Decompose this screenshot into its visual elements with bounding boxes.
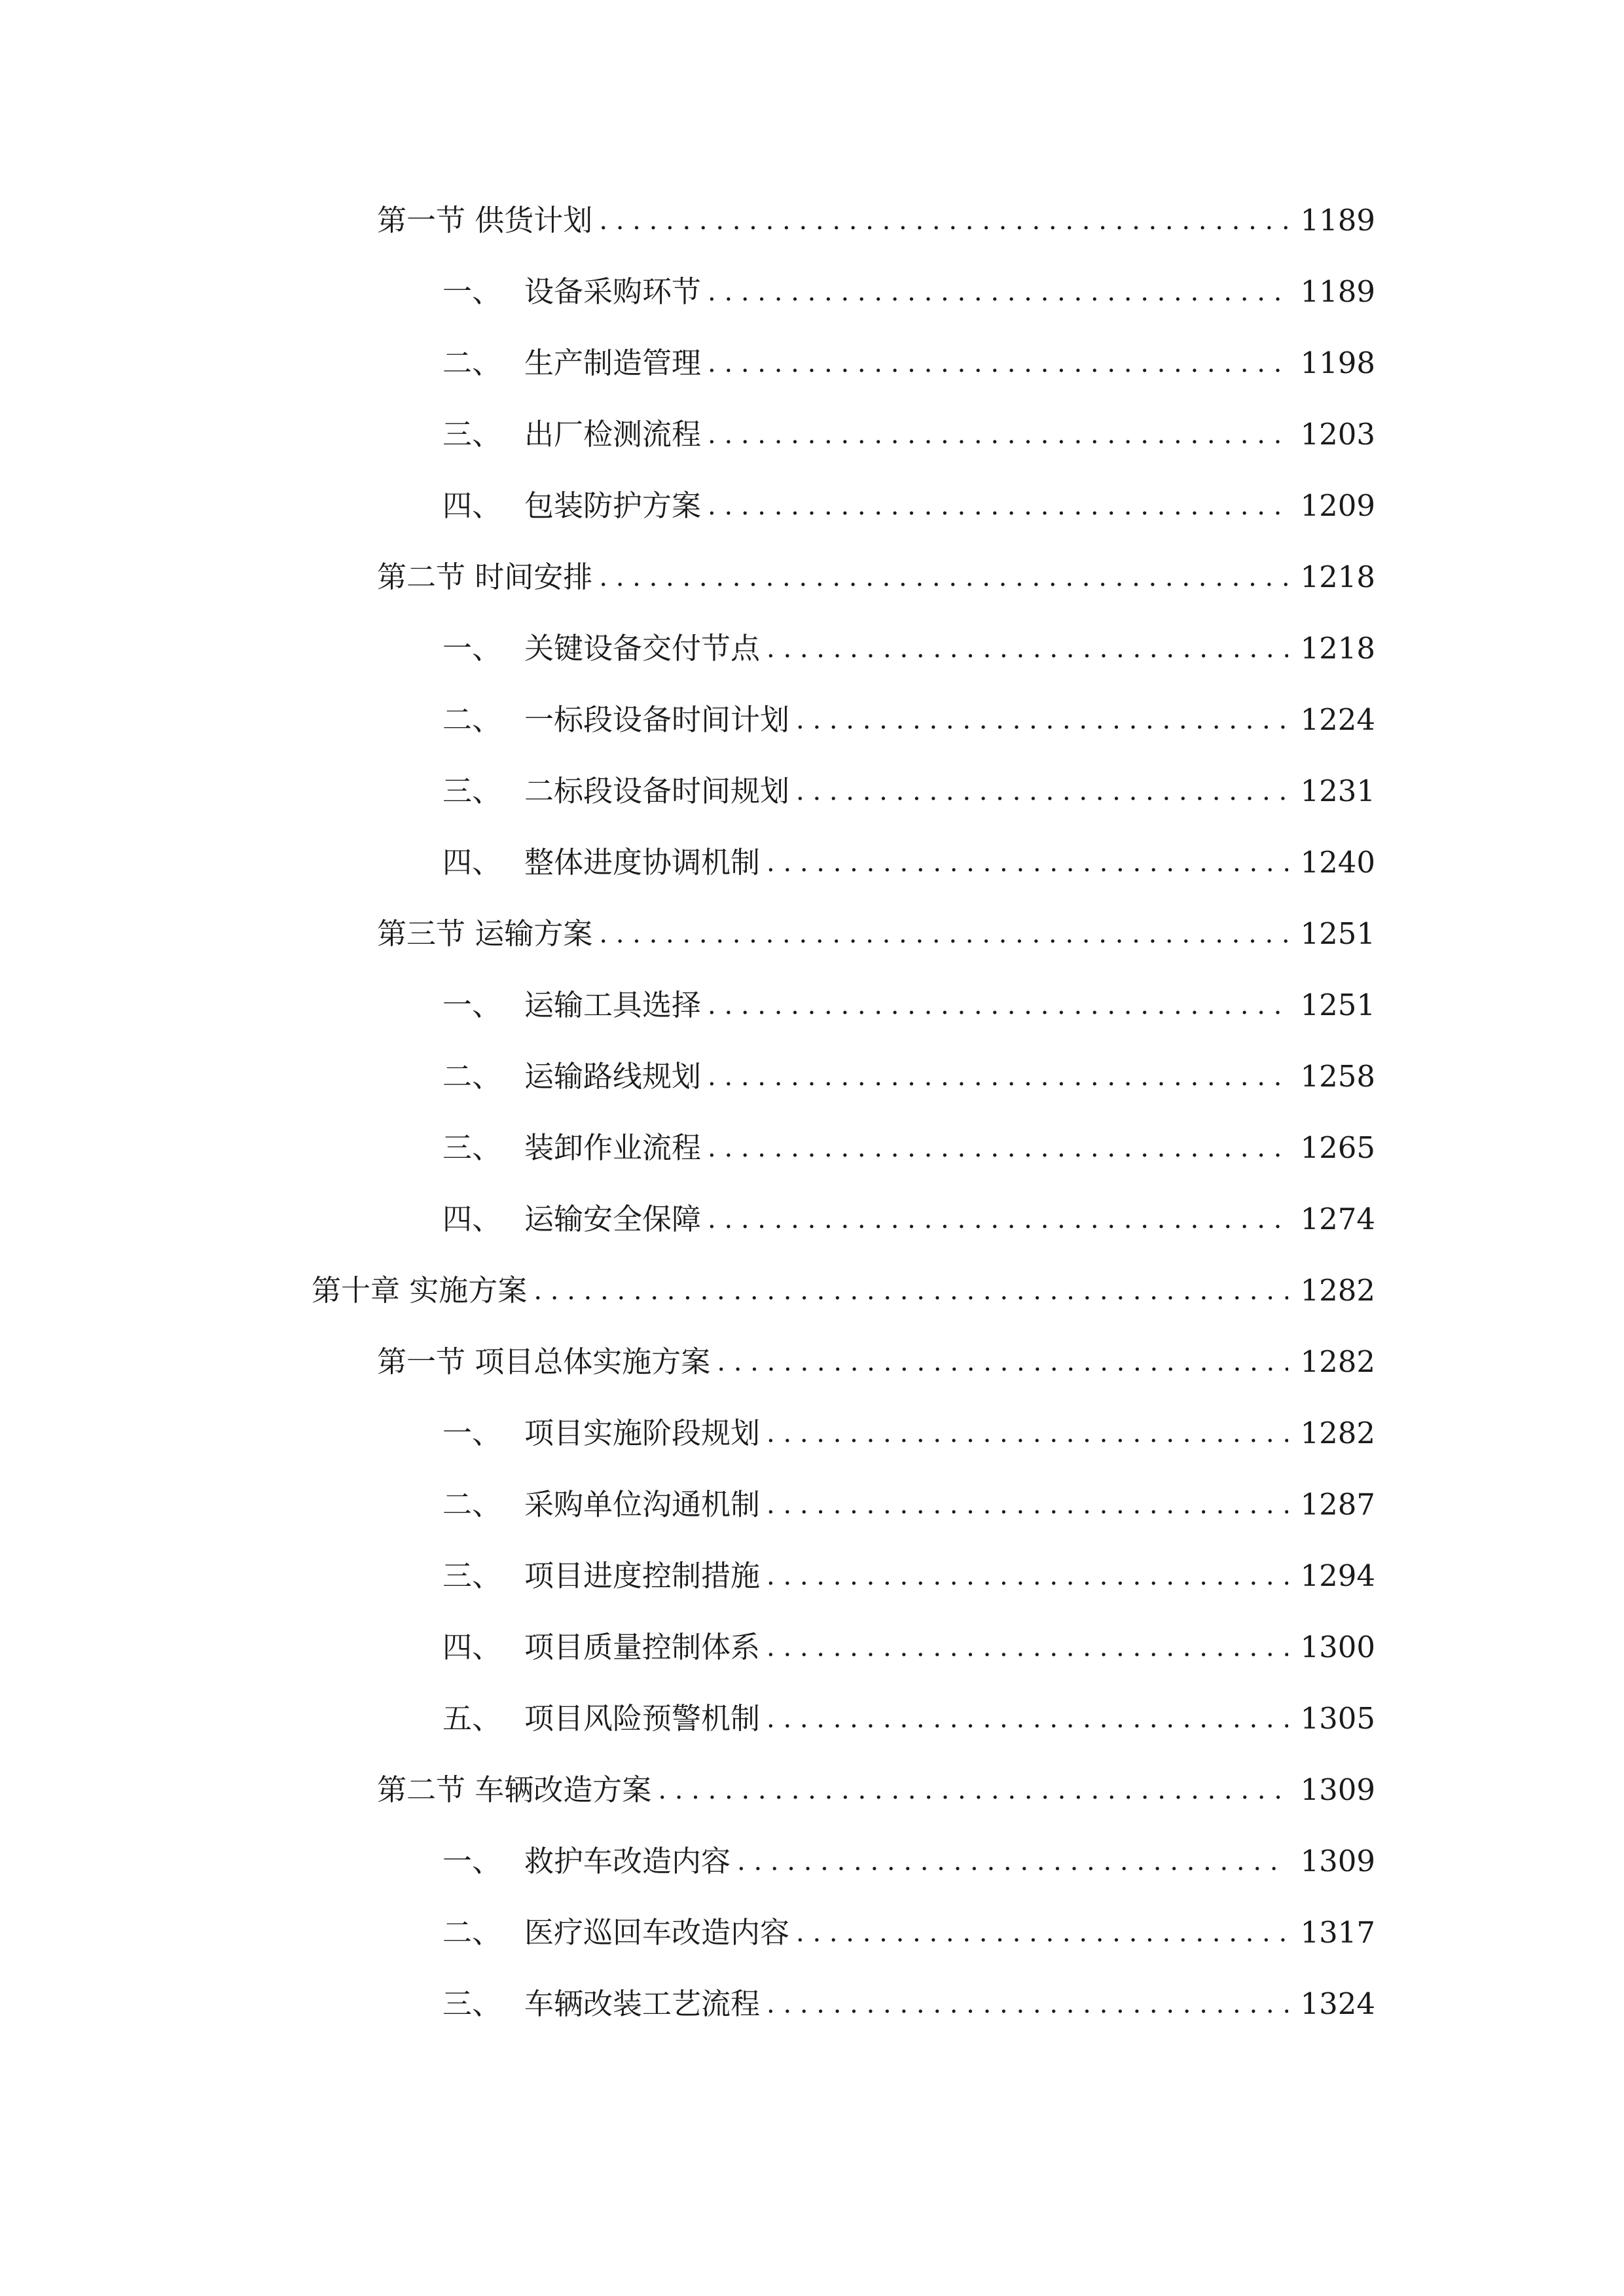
toc-entry-subsection[interactable] (442, 1835, 1375, 1888)
toc-entry-subsection[interactable] (442, 1479, 1375, 1531)
toc-entry-subsection[interactable] (442, 1978, 1375, 2030)
toc-leader-dots (708, 979, 1288, 1031)
toc-entry-page: 1240 (1300, 845, 1375, 880)
toc-entry-page: 1317 (1300, 1915, 1375, 1950)
toc-entry-number: 一、 (442, 1844, 502, 1878)
toc-entry-subsection[interactable] (442, 1907, 1375, 1959)
toc-entry-page: 1218 (1300, 560, 1375, 594)
toc-entry-chapter[interactable] (312, 1265, 1375, 1317)
toc-leader-dots (767, 836, 1288, 889)
toc-entry-number: 三、 (442, 774, 502, 808)
toc-entry-subsection[interactable] (442, 622, 1375, 675)
toc-entry-title: 生产制造管理 (524, 346, 702, 380)
toc-entry-number: 五、 (442, 1701, 502, 1736)
toc-entry-subsection[interactable] (442, 1193, 1375, 1246)
toc-entry-title: 车辆改装工艺流程 (524, 1986, 761, 2021)
toc-entry-number: 二、 (442, 1487, 502, 1522)
toc-entry-number: 一、 (442, 1416, 502, 1450)
toc-entry-number: 四、 (442, 488, 502, 523)
toc-leader-dots (767, 1978, 1288, 2030)
toc-entry-subsection[interactable] (442, 765, 1375, 817)
toc-entry-number: 一、 (442, 631, 502, 666)
toc-leader-dots (708, 337, 1288, 389)
toc-leader-dots (708, 1050, 1288, 1103)
toc-entry-page: 1282 (1300, 1344, 1375, 1379)
toc-leader-dots (767, 1479, 1288, 1531)
toc-entry-page: 1282 (1300, 1273, 1375, 1308)
toc-entry-title: 第二节 车辆改造方案 (377, 1772, 652, 1807)
toc-leader-dots (767, 622, 1288, 675)
toc-leader-dots (708, 266, 1288, 318)
toc-leader-dots (658, 1764, 1288, 1816)
toc-entry-number: 四、 (442, 1630, 502, 1664)
toc-leader-dots (717, 1336, 1288, 1388)
toc-entry-title: 设备采购环节 (524, 274, 702, 309)
toc-entry-number: 二、 (442, 702, 502, 737)
toc-entry-page: 1189 (1300, 274, 1375, 309)
toc-entry-title: 运输工具选择 (524, 988, 702, 1022)
toc-entry-page: 1258 (1300, 1059, 1375, 1094)
toc-entry-page: 1224 (1300, 702, 1375, 737)
toc-leader-dots (599, 194, 1288, 247)
toc-entry-subsection[interactable] (442, 337, 1375, 389)
toc-entry-title: 二标段设备时间规划 (524, 774, 790, 808)
toc-leader-dots (599, 908, 1288, 960)
toc-leader-dots (767, 1407, 1288, 1460)
toc-leader-dots (796, 694, 1288, 746)
toc-entry-page: 1309 (1300, 1844, 1375, 1878)
toc-entry-title: 包装防护方案 (524, 488, 702, 523)
toc-entry-subsection[interactable] (442, 1621, 1375, 1674)
toc-leader-dots (737, 1835, 1288, 1888)
toc-entry-title: 运输安全保障 (524, 1202, 702, 1236)
toc-entry-number: 四、 (442, 845, 502, 880)
toc-leader-dots (708, 480, 1288, 532)
toc-entry-title: 项目实施阶段规划 (524, 1416, 761, 1450)
toc-leader-dots (708, 1122, 1288, 1174)
toc-entry-title: 项目风险预警机制 (524, 1701, 761, 1736)
toc-entry-title: 采购单位沟通机制 (524, 1487, 761, 1522)
toc-entry-title: 项目进度控制措施 (524, 1558, 761, 1593)
toc-entry-subsection[interactable] (442, 1407, 1375, 1460)
toc-entry-page: 1189 (1300, 203, 1375, 238)
toc-entry-number: 一、 (442, 274, 502, 309)
toc-entry-title: 装卸作业流程 (524, 1130, 702, 1165)
toc-entry-page: 1251 (1300, 916, 1375, 951)
toc-entry-section[interactable] (377, 551, 1375, 603)
toc-leader-dots (708, 1193, 1288, 1246)
toc-entry-section[interactable] (377, 908, 1375, 960)
toc-entry-title: 救护车改造内容 (524, 1844, 731, 1878)
toc-entry-number: 三、 (442, 1558, 502, 1593)
toc-entry-page: 1231 (1300, 774, 1375, 808)
toc-entry-page: 1282 (1300, 1416, 1375, 1450)
toc-entry-number: 二、 (442, 1059, 502, 1094)
toc-entry-page: 1209 (1300, 488, 1375, 523)
toc-leader-dots (708, 408, 1288, 461)
toc-entry-section[interactable] (377, 1336, 1375, 1388)
toc-entry-title: 运输路线规划 (524, 1059, 702, 1094)
toc-leader-dots (533, 1265, 1288, 1317)
toc-leader-dots (767, 1621, 1288, 1674)
toc-entry-number: 二、 (442, 1915, 502, 1950)
toc-leader-dots (767, 1693, 1288, 1745)
toc-entry-subsection[interactable] (442, 836, 1375, 889)
toc-entry-page: 1294 (1300, 1558, 1375, 1593)
toc-leader-dots (796, 1907, 1288, 1959)
toc-entry-subsection[interactable] (442, 1550, 1375, 1602)
toc-entry-page: 1274 (1300, 1202, 1375, 1236)
toc-entry-page: 1203 (1300, 417, 1375, 452)
toc-entry-title: 第一节 供货计划 (377, 203, 593, 238)
toc-entry-subsection[interactable] (442, 266, 1375, 318)
toc-entry-number: 二、 (442, 346, 502, 380)
toc-entry-title: 整体进度协调机制 (524, 845, 761, 880)
toc-entry-number: 四、 (442, 1202, 502, 1236)
toc-leader-dots (767, 1550, 1288, 1602)
toc-entry-subsection[interactable] (442, 1693, 1375, 1745)
toc-entry-page: 1198 (1300, 346, 1375, 380)
toc-entry-page: 1309 (1300, 1772, 1375, 1807)
toc-entry-page: 1300 (1300, 1630, 1375, 1664)
toc-entry-title: 出厂检测流程 (524, 417, 702, 452)
toc-entry-subsection[interactable] (442, 480, 1375, 532)
toc-entry-page: 1265 (1300, 1130, 1375, 1165)
toc-entry-section[interactable] (377, 194, 1375, 247)
toc-entry-number: 三、 (442, 1130, 502, 1165)
toc-entry-page: 1305 (1300, 1701, 1375, 1736)
toc-entry-section[interactable] (377, 1764, 1375, 1816)
toc-entry-title: 第三节 运输方案 (377, 916, 593, 951)
toc-entry-number: 三、 (442, 417, 502, 452)
toc-entry-title: 项目质量控制体系 (524, 1630, 761, 1664)
toc-entry-title: 医疗巡回车改造内容 (524, 1915, 790, 1950)
toc-entry-page: 1251 (1300, 988, 1375, 1022)
toc-entry-title: 第十章 实施方案 (312, 1273, 528, 1308)
toc-entry-subsection[interactable] (442, 1050, 1375, 1103)
toc-leader-dots (796, 765, 1288, 817)
toc-entry-title: 第一节 项目总体实施方案 (377, 1344, 711, 1379)
toc-entry-title: 关键设备交付节点 (524, 631, 761, 666)
toc-entry-subsection[interactable] (442, 694, 1375, 746)
toc-entry-page: 1218 (1300, 631, 1375, 666)
toc-entry-page: 1324 (1300, 1986, 1375, 2021)
toc-entry-title: 一标段设备时间计划 (524, 702, 790, 737)
toc-entry-page: 1287 (1300, 1487, 1375, 1522)
toc-leader-dots (599, 551, 1288, 603)
toc-entry-subsection[interactable] (442, 408, 1375, 461)
toc-entry-subsection[interactable] (442, 1122, 1375, 1174)
toc-entry-number: 一、 (442, 988, 502, 1022)
toc-entry-title: 第二节 时间安排 (377, 560, 593, 594)
toc-entry-subsection[interactable] (442, 979, 1375, 1031)
toc-entry-number: 三、 (442, 1986, 502, 2021)
